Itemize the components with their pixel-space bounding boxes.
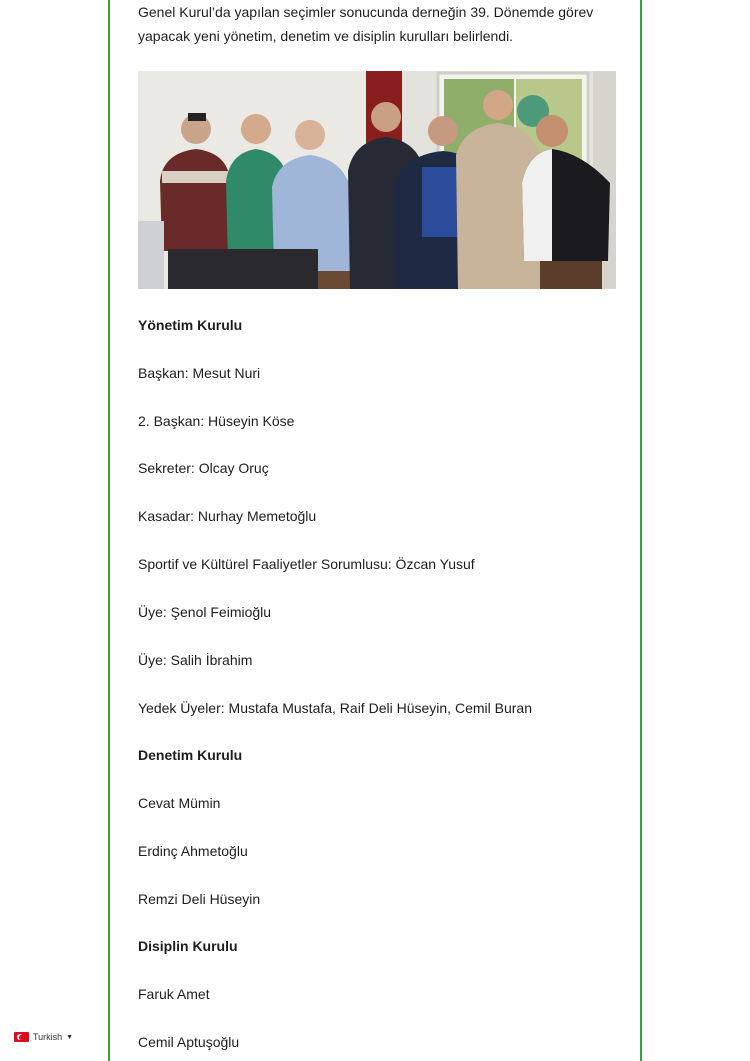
heading-disiplin-kurulu: Disiplin Kurulu	[138, 938, 238, 954]
group-photo	[138, 71, 616, 289]
caret-down-icon: ▼	[66, 1033, 74, 1041]
member-line: Başkan: Mesut Nuri	[138, 365, 261, 381]
heading-yonetim-kurulu: Yönetim Kurulu	[138, 317, 243, 333]
heading-denetim-kurulu: Denetim Kurulu	[138, 747, 243, 763]
member-line: Üye: Şenol Feimioğlu	[138, 604, 272, 620]
language-label: Turkish	[33, 1032, 63, 1042]
member-line: Üye: Salih İbrahim	[138, 652, 253, 668]
member-line: Cemil Aptuşoğlu	[138, 1034, 240, 1050]
language-switcher[interactable]	[14, 1032, 73, 1042]
member-line: Faruk Amet	[138, 986, 210, 1002]
member-line: Erdinç Ahmetoğlu	[138, 843, 248, 859]
turkey-flag-icon	[14, 1032, 29, 1042]
member-line: 2. Başkan: Hüseyin Köse	[138, 413, 295, 429]
member-line: Sekreter: Olcay Oruç	[138, 460, 269, 476]
member-line: Cevat Mümin	[138, 795, 221, 811]
group-photo-illustration	[138, 71, 616, 289]
article-container	[108, 0, 642, 1061]
member-line: Sportif ve Kültürel Faaliyetler Sorumlusu: Özcan Yusuf	[138, 556, 475, 572]
member-line: Yedek Üyeler: Mustafa Mustafa, Raif Deli Hüseyin, Cemil Buran	[138, 700, 532, 716]
article-intro: Genel Kurul’da yapılan seçimler sonucunda derneğin 39. Dönemde görev yapacak yeni yönetim, denetim ve disiplin kurulları belirlendi.	[138, 4, 594, 44]
member-line: Kasadar: Nurhay Memetoğlu	[138, 508, 317, 524]
member-line: Remzi Deli Hüseyin	[138, 891, 261, 907]
